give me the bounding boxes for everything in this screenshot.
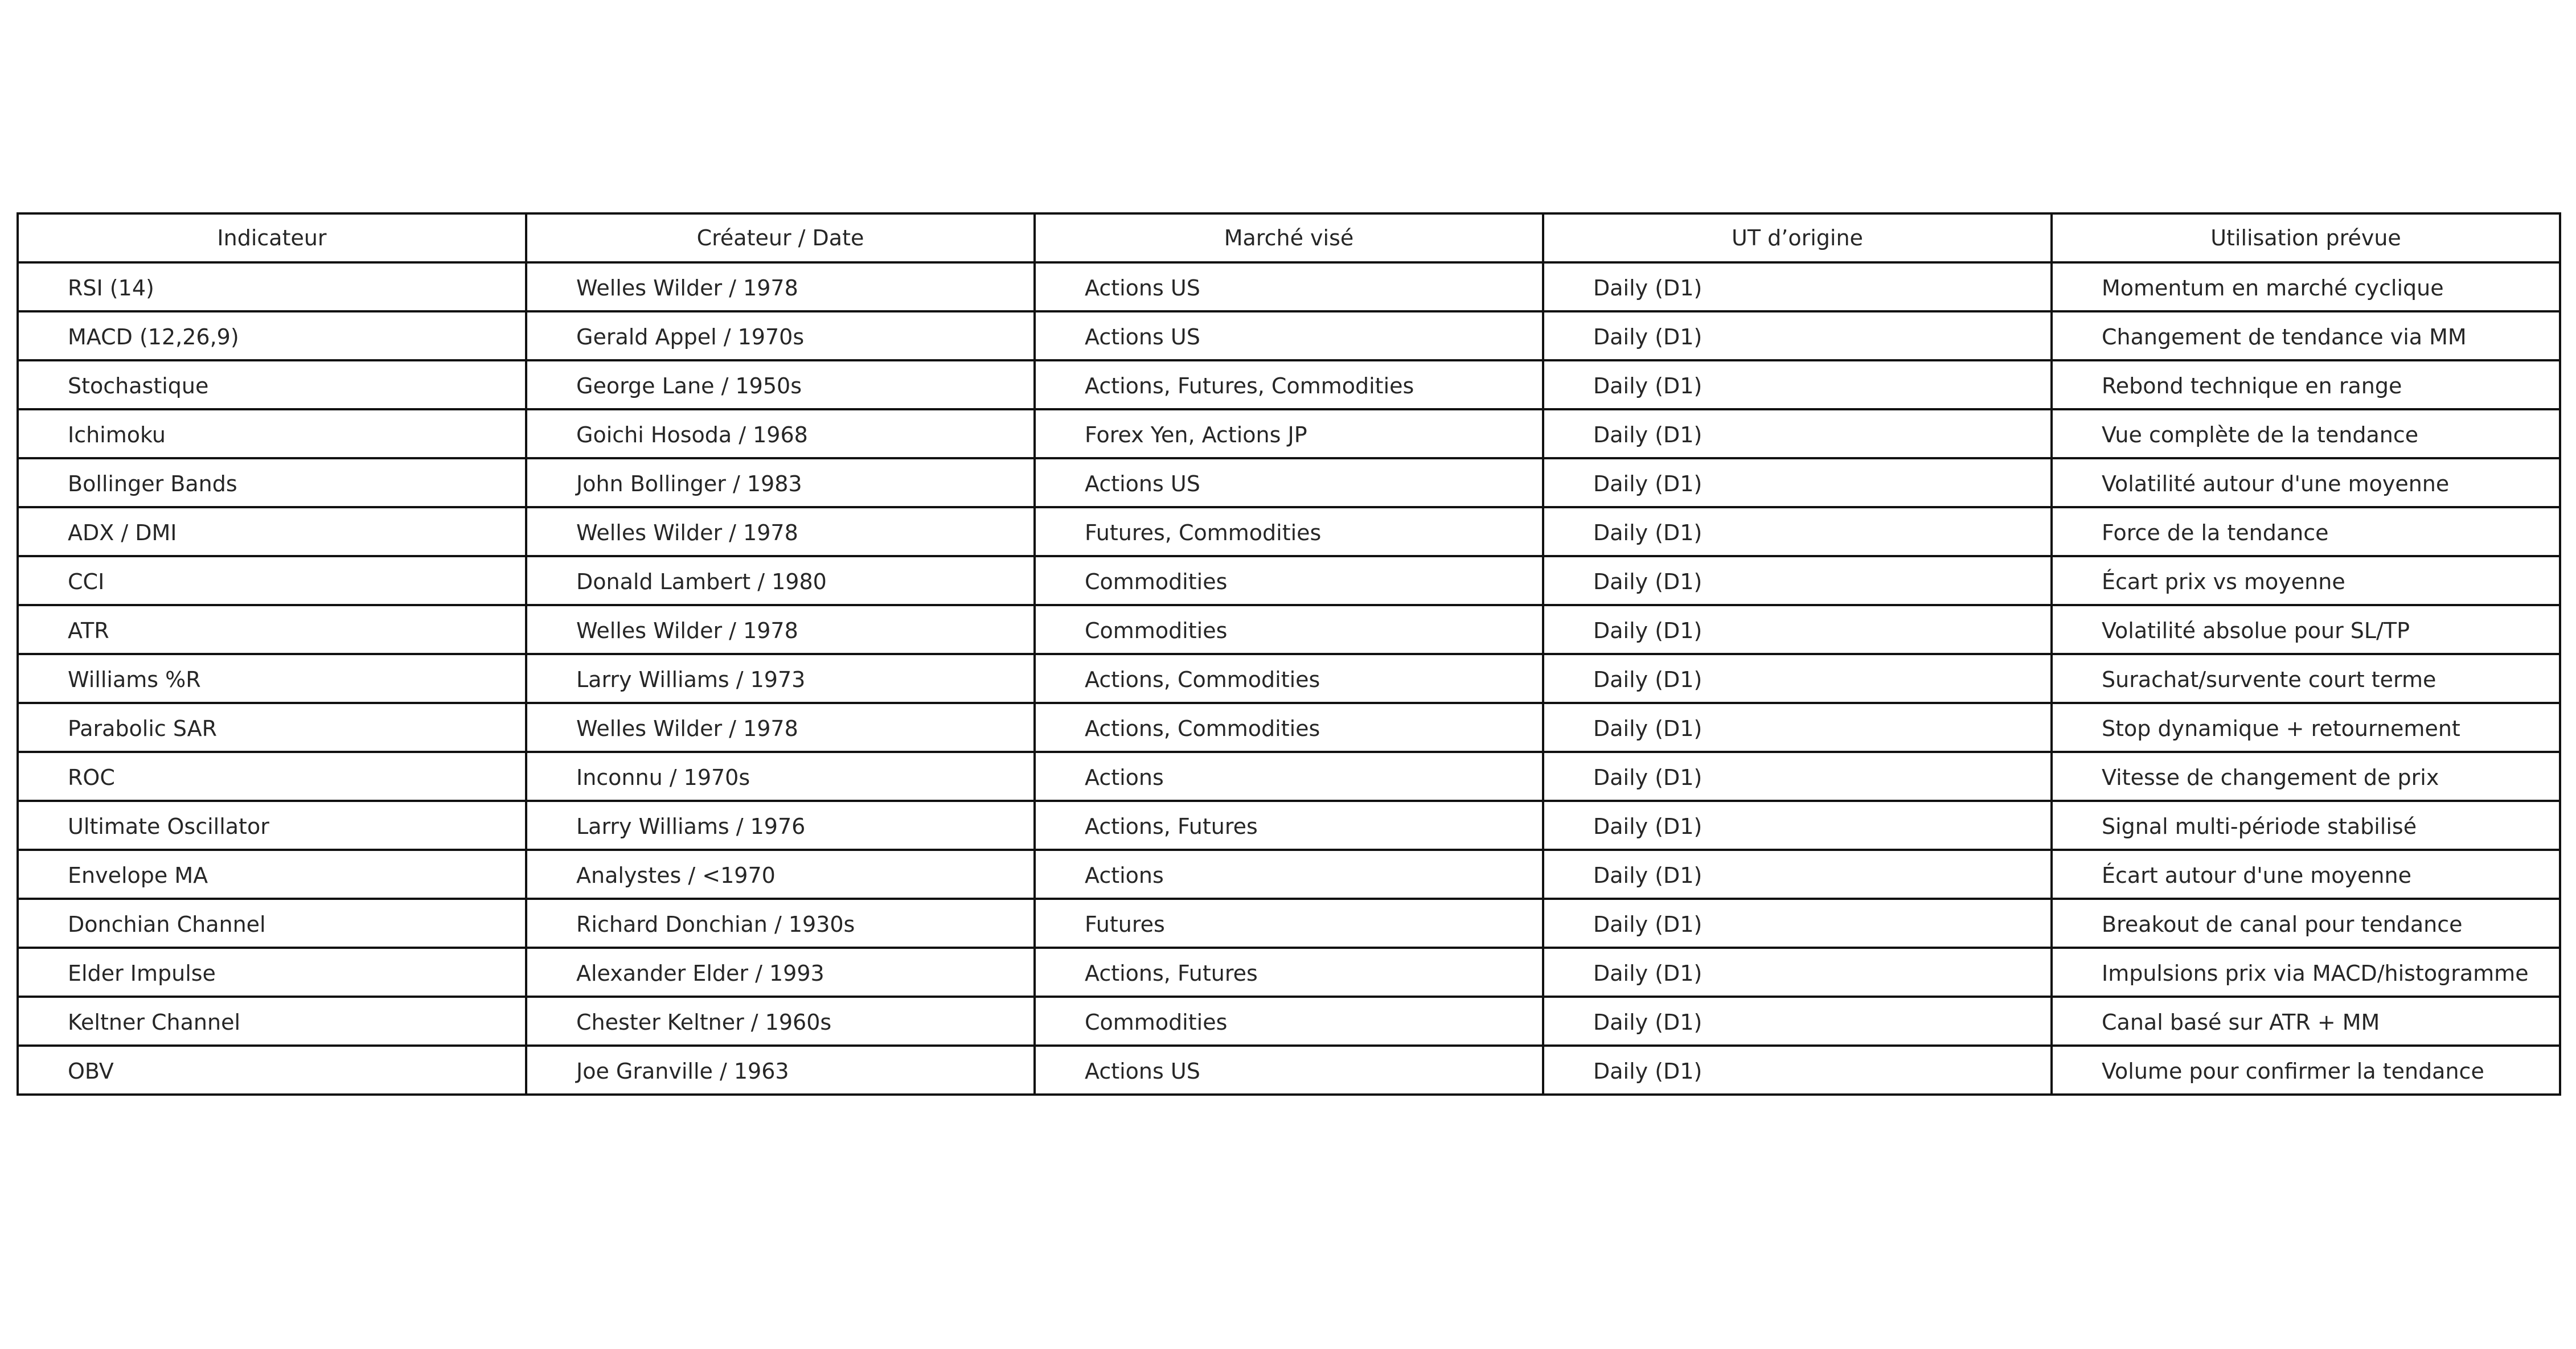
table-row <box>18 703 2560 752</box>
table-cell-usage <box>2052 654 2560 703</box>
table-row <box>18 556 2560 605</box>
table-cell-market <box>1035 605 1543 654</box>
table-cell-market <box>1035 850 1543 899</box>
cell-text: Volatilité autour d'une moyenne <box>2102 471 2450 496</box>
table-cell-usage <box>2052 556 2560 605</box>
table-cell-creator-date <box>526 507 1035 556</box>
table-cell-usage <box>2052 948 2560 997</box>
cell-text: Actions US <box>1085 275 1200 301</box>
cell-text: Daily (D1) <box>1593 1059 1703 1084</box>
cell-text: Changement de tendance via MM <box>2102 324 2467 349</box>
table-cell-creator-date <box>526 458 1035 507</box>
cell-text: Actions, Futures <box>1085 814 1258 839</box>
cell-text: Stochastique <box>68 373 209 398</box>
table-cell-creator-date <box>526 899 1035 948</box>
cell-text: Daily (D1) <box>1593 471 1703 496</box>
cell-text: Keltner Channel <box>68 1010 241 1035</box>
column-header-indicator: Indicateur <box>18 213 526 262</box>
cell-text: Breakout de canal pour tendance <box>2102 912 2463 937</box>
table-cell-usage <box>2052 458 2560 507</box>
table-cell-market <box>1035 556 1543 605</box>
table-cell-indicator <box>18 703 526 752</box>
table-cell-timeframe <box>1543 801 2052 850</box>
table-cell-timeframe <box>1543 507 2052 556</box>
cell-text: Parabolic SAR <box>68 716 218 741</box>
table-cell-timeframe <box>1543 997 2052 1046</box>
table-cell-timeframe <box>1543 1046 2052 1095</box>
table-cell-creator-date <box>526 311 1035 360</box>
table-cell-market <box>1035 899 1543 948</box>
table-cell-usage <box>2052 311 2560 360</box>
table-cell-creator-date <box>526 703 1035 752</box>
table-cell-indicator <box>18 801 526 850</box>
cell-text: Daily (D1) <box>1593 569 1703 594</box>
table-cell-usage <box>2052 605 2560 654</box>
cell-text: John Bollinger / 1983 <box>576 471 802 496</box>
table-cell-usage <box>2052 1046 2560 1095</box>
cell-text: Volatilité absolue pour SL/TP <box>2102 618 2410 643</box>
table-row <box>18 1046 2560 1095</box>
cell-text: Actions, Futures, Commodities <box>1085 373 1414 398</box>
table-cell-market <box>1035 948 1543 997</box>
table-cell-creator-date <box>526 262 1035 311</box>
table-cell-creator-date <box>526 997 1035 1046</box>
indicators-table <box>17 212 2561 1096</box>
cell-text: Signal multi-période stabilisé <box>2102 814 2417 839</box>
table-cell-timeframe <box>1543 899 2052 948</box>
table-cell-indicator <box>18 458 526 507</box>
table-cell-market <box>1035 458 1543 507</box>
cell-text: Inconnu / 1970s <box>576 765 750 790</box>
cell-text: Commodities <box>1085 1010 1228 1035</box>
table-cell-indicator <box>18 752 526 801</box>
cell-text: ATR <box>68 618 109 643</box>
table-cell-creator-date <box>526 948 1035 997</box>
table-cell-indicator <box>18 507 526 556</box>
table-cell-market <box>1035 507 1543 556</box>
cell-text: Forex Yen, Actions JP <box>1085 422 1307 447</box>
column-header-creator-date: Créateur / Date <box>526 213 1035 262</box>
column-header-usage: Utilisation prévue <box>2052 213 2560 262</box>
table-cell-creator-date <box>526 605 1035 654</box>
cell-text: Écart prix vs moyenne <box>2102 569 2345 594</box>
cell-text: Daily (D1) <box>1593 422 1703 447</box>
table-cell-market <box>1035 801 1543 850</box>
cell-text: Daily (D1) <box>1593 520 1703 545</box>
table-cell-timeframe <box>1543 948 2052 997</box>
column-header-timeframe: UT d’origine <box>1543 213 2052 262</box>
table-cell-timeframe <box>1543 605 2052 654</box>
table-cell-timeframe <box>1543 556 2052 605</box>
cell-text: Elder Impulse <box>68 961 216 986</box>
table-cell-creator-date <box>526 850 1035 899</box>
table-cell-market <box>1035 752 1543 801</box>
cell-text: Daily (D1) <box>1593 667 1703 692</box>
cell-text: Alexander Elder / 1993 <box>576 961 825 986</box>
table-row <box>18 801 2560 850</box>
cell-text: Ichimoku <box>68 422 166 447</box>
cell-text: Futures, Commodities <box>1085 520 1322 545</box>
cell-text: MACD (12,26,9) <box>68 324 239 349</box>
table-cell-creator-date <box>526 752 1035 801</box>
cell-text: Goichi Hosoda / 1968 <box>576 422 808 447</box>
cell-text: Daily (D1) <box>1593 765 1703 790</box>
cell-text: Actions, Commodities <box>1085 716 1320 741</box>
table-cell-usage <box>2052 801 2560 850</box>
cell-text: Vitesse de changement de prix <box>2102 765 2439 790</box>
table-row <box>18 605 2560 654</box>
cell-text: Williams %R <box>68 667 201 692</box>
table-cell-market <box>1035 360 1543 409</box>
cell-text: Larry Williams / 1973 <box>576 667 806 692</box>
cell-text: Richard Donchian / 1930s <box>576 912 855 937</box>
cell-text: Force de la tendance <box>2102 520 2329 545</box>
table-header-row <box>18 213 2560 262</box>
table-cell-usage <box>2052 850 2560 899</box>
table-cell-indicator <box>18 360 526 409</box>
cell-text: Donchian Channel <box>68 912 266 937</box>
table-row <box>18 997 2560 1046</box>
column-header-market: Marché visé <box>1035 213 1543 262</box>
table-cell-market <box>1035 1046 1543 1095</box>
table-cell-creator-date <box>526 1046 1035 1095</box>
cell-text: Volume pour confirmer la tendance <box>2102 1059 2484 1084</box>
table-cell-market <box>1035 311 1543 360</box>
cell-text: Daily (D1) <box>1593 324 1703 349</box>
cell-text: ADX / DMI <box>68 520 177 545</box>
cell-text: Gerald Appel / 1970s <box>576 324 805 349</box>
table-row <box>18 311 2560 360</box>
cell-text: Daily (D1) <box>1593 912 1703 937</box>
cell-text: Joe Granville / 1963 <box>576 1059 789 1084</box>
cell-text: Stop dynamique + retournement <box>2102 716 2460 741</box>
table-cell-timeframe <box>1543 409 2052 458</box>
cell-text: Actions <box>1085 863 1164 888</box>
table-row <box>18 850 2560 899</box>
cell-text: Daily (D1) <box>1593 618 1703 643</box>
table-cell-indicator <box>18 605 526 654</box>
cell-text: Welles Wilder / 1978 <box>576 716 798 741</box>
table-cell-indicator <box>18 899 526 948</box>
table-cell-timeframe <box>1543 262 2052 311</box>
table-cell-creator-date <box>526 654 1035 703</box>
cell-text: Futures <box>1085 912 1165 937</box>
table-cell-indicator <box>18 262 526 311</box>
table-cell-usage <box>2052 752 2560 801</box>
table-cell-timeframe <box>1543 703 2052 752</box>
cell-text: Welles Wilder / 1978 <box>576 520 798 545</box>
table-cell-timeframe <box>1543 654 2052 703</box>
table-row <box>18 507 2560 556</box>
cell-text: Envelope MA <box>68 863 208 888</box>
table-header <box>18 213 2560 262</box>
table-cell-usage <box>2052 409 2560 458</box>
cell-text: Welles Wilder / 1978 <box>576 275 798 301</box>
cell-text: Daily (D1) <box>1593 1010 1703 1035</box>
table-cell-indicator <box>18 654 526 703</box>
cell-text: Larry Williams / 1976 <box>576 814 806 839</box>
cell-text: Actions US <box>1085 471 1200 496</box>
cell-text: Commodities <box>1085 569 1228 594</box>
table-cell-indicator <box>18 409 526 458</box>
table-row <box>18 948 2560 997</box>
cell-text: Canal basé sur ATR + MM <box>2102 1010 2380 1035</box>
table-cell-indicator <box>18 311 526 360</box>
table-cell-indicator <box>18 850 526 899</box>
table-cell-usage <box>2052 360 2560 409</box>
cell-text: Daily (D1) <box>1593 275 1703 301</box>
cell-text: CCI <box>68 569 105 594</box>
cell-text: Momentum en marché cyclique <box>2102 275 2444 301</box>
table-cell-usage <box>2052 507 2560 556</box>
cell-text: Actions <box>1085 765 1164 790</box>
table-row <box>18 654 2560 703</box>
table-cell-timeframe <box>1543 850 2052 899</box>
table-cell-creator-date <box>526 360 1035 409</box>
cell-text: Actions US <box>1085 1059 1200 1084</box>
table-cell-indicator <box>18 556 526 605</box>
table-cell-indicator <box>18 1046 526 1095</box>
cell-text: Daily (D1) <box>1593 814 1703 839</box>
table-cell-usage <box>2052 997 2560 1046</box>
cell-text: Daily (D1) <box>1593 961 1703 986</box>
cell-text: George Lane / 1950s <box>576 373 802 398</box>
indicators-table-container <box>17 212 2561 1096</box>
table-cell-indicator <box>18 948 526 997</box>
cell-text: Surachat/survente court terme <box>2102 667 2436 692</box>
cell-text: Analystes / <1970 <box>576 863 776 888</box>
table-cell-timeframe <box>1543 752 2052 801</box>
table-cell-timeframe <box>1543 360 2052 409</box>
cell-text: Daily (D1) <box>1593 373 1703 398</box>
table-row <box>18 752 2560 801</box>
cell-text: Commodities <box>1085 618 1228 643</box>
table-cell-market <box>1035 997 1543 1046</box>
table-cell-creator-date <box>526 801 1035 850</box>
cell-text: Actions US <box>1085 324 1200 349</box>
table-body <box>18 262 2560 1095</box>
cell-text: Daily (D1) <box>1593 716 1703 741</box>
cell-text: Ultimate Oscillator <box>68 814 269 839</box>
table-cell-indicator <box>18 997 526 1046</box>
table-cell-market <box>1035 654 1543 703</box>
cell-text: ROC <box>68 765 115 790</box>
table-row <box>18 360 2560 409</box>
cell-text: Actions, Futures <box>1085 961 1258 986</box>
cell-text: Donald Lambert / 1980 <box>576 569 827 594</box>
table-cell-usage <box>2052 703 2560 752</box>
table-row <box>18 458 2560 507</box>
cell-text: Daily (D1) <box>1593 863 1703 888</box>
cell-text: Welles Wilder / 1978 <box>576 618 798 643</box>
cell-text: Bollinger Bands <box>68 471 237 496</box>
table-row <box>18 262 2560 311</box>
cell-text: Actions, Commodities <box>1085 667 1320 692</box>
cell-text: Écart autour d'une moyenne <box>2102 863 2411 888</box>
table-cell-usage <box>2052 262 2560 311</box>
cell-text: Impulsions prix via MACD/histogramme <box>2102 961 2529 986</box>
cell-text: Chester Keltner / 1960s <box>576 1010 832 1035</box>
table-cell-market <box>1035 409 1543 458</box>
table-cell-timeframe <box>1543 458 2052 507</box>
cell-text: OBV <box>68 1059 114 1084</box>
table-cell-market <box>1035 703 1543 752</box>
cell-text: Vue complète de la tendance <box>2102 422 2419 447</box>
table-row <box>18 899 2560 948</box>
table-cell-timeframe <box>1543 311 2052 360</box>
table-cell-market <box>1035 262 1543 311</box>
table-cell-creator-date <box>526 409 1035 458</box>
table-cell-usage <box>2052 899 2560 948</box>
table-cell-creator-date <box>526 556 1035 605</box>
table-row <box>18 409 2560 458</box>
cell-text: RSI (14) <box>68 275 154 301</box>
cell-text: Rebond technique en range <box>2102 373 2402 398</box>
